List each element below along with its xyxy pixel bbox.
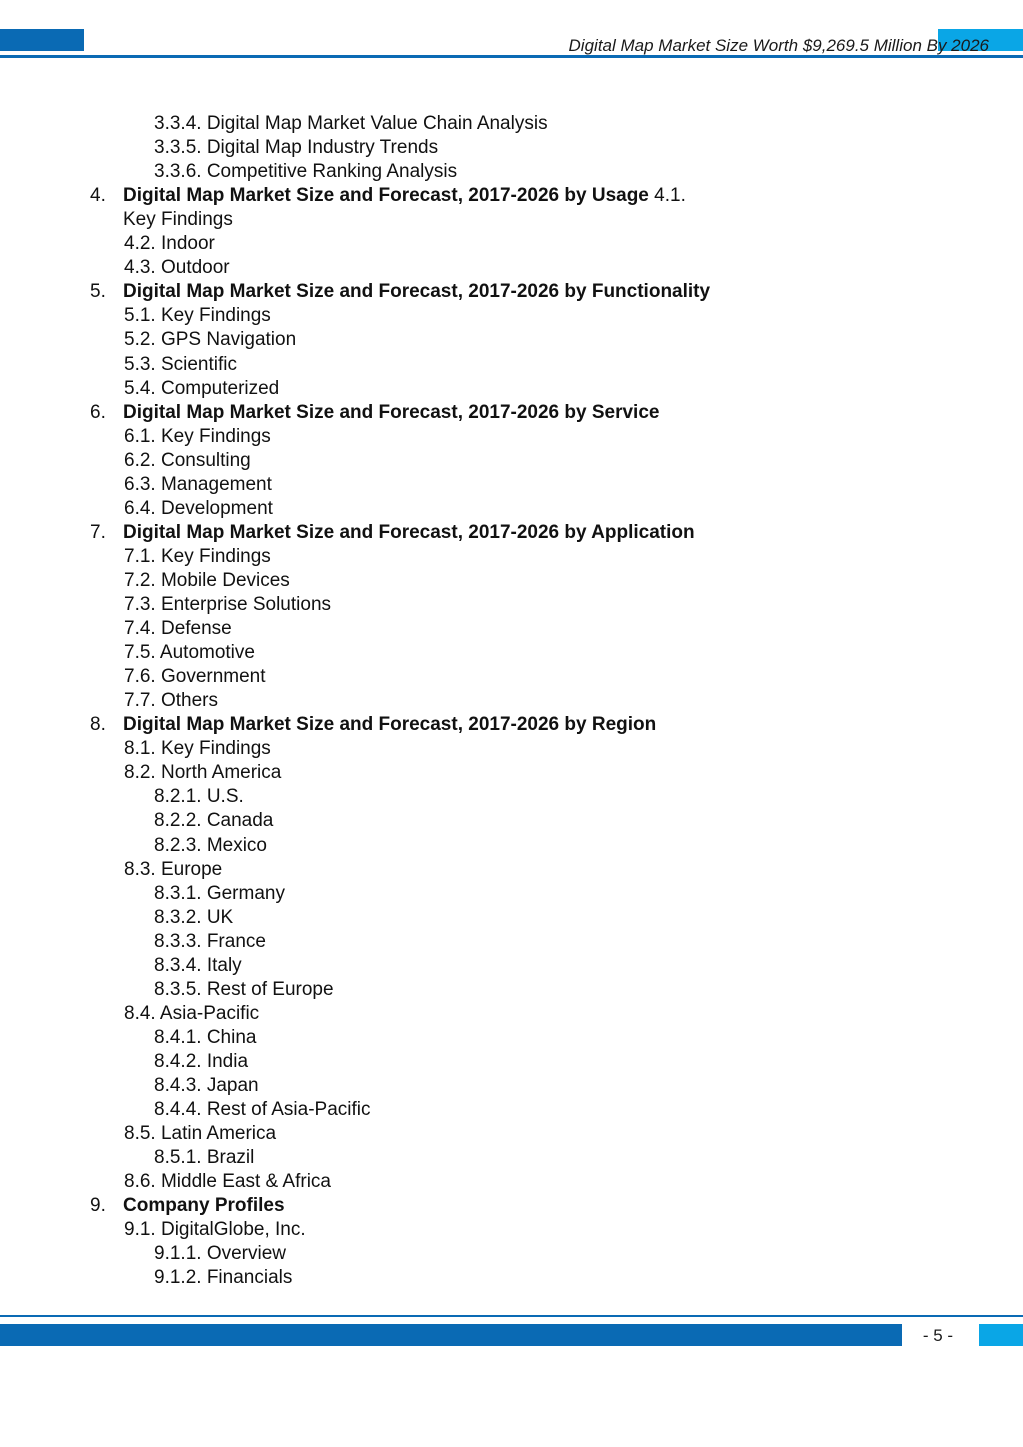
footer-rule <box>0 1315 1023 1317</box>
toc-subsection: 8.6. Middle East & Africa <box>124 1171 331 1193</box>
toc-subsection: 5.3. Scientific <box>124 353 237 375</box>
toc-section-number: 8. <box>90 714 106 736</box>
toc-section-heading <box>123 401 659 425</box>
toc-section-number: 5. <box>90 281 106 303</box>
toc-section-heading <box>123 184 686 208</box>
toc-section-number: 4. <box>90 185 106 207</box>
toc-section-heading <box>123 1194 285 1218</box>
toc-sub-subsection: 8.2.2. Canada <box>154 810 274 832</box>
toc-subsection: 4.3. Outdoor <box>124 257 230 279</box>
toc-sub-subsection: 9.1.1. Overview <box>154 1243 286 1265</box>
page-number: - 5 - <box>922 1326 954 1345</box>
toc-sub-subsection: 8.3.2. UK <box>154 906 234 928</box>
toc-section-number: 7. <box>90 521 106 543</box>
toc-subsection: 6.4. Development <box>124 497 273 519</box>
toc-subsection: 7.2. Mobile Devices <box>124 569 290 591</box>
toc-sub-subsection: 8.4.2. India <box>154 1050 249 1072</box>
toc-sub-subsection: 8.3.3. France <box>154 930 266 952</box>
toc-sub-subsection: 8.5.1. Brazil <box>154 1147 255 1169</box>
toc-subsection: 6.3. Management <box>124 473 272 495</box>
toc-section-number: 6. <box>90 401 106 423</box>
toc-sub-subsection: 8.4.3. Japan <box>154 1075 259 1096</box>
toc-section-tail: 4.1. <box>648 185 686 207</box>
toc-section-heading <box>123 713 656 737</box>
toc-sub-subsection: 8.4.1. China <box>154 1026 257 1048</box>
toc-section-title: Digital Map Market Size and Forecast, 2017-2026 by Region <box>123 714 657 736</box>
toc-sub-subsection: 3.3.6. Competitive Ranking Analysis <box>154 161 458 183</box>
toc-subsection: 7.1. Key Findings <box>124 545 271 567</box>
toc-subsection: 7.4. Defense <box>124 618 232 640</box>
toc-section-title: Digital Map Market Size and Forecast, 2017-2026 by Usage <box>123 185 649 207</box>
toc-section-title: Company Profiles <box>123 1195 285 1217</box>
toc-entry-text: Key Findings <box>123 209 233 231</box>
toc-section-title: Digital Map Market Size and Forecast, 2017-2026 by Service <box>123 401 660 423</box>
toc-subsection: 7.3. Enterprise Solutions <box>124 594 332 615</box>
toc-subsection: 8.3. Europe <box>124 858 223 880</box>
toc-subsection: 7.7. Others <box>124 690 218 712</box>
toc-subsection: 4.2. Indoor <box>124 233 215 255</box>
toc-subsection: 6.1. Key Findings <box>124 425 271 447</box>
toc-sub-subsection: 8.3.1. Germany <box>154 882 285 904</box>
toc-subsection: 8.1. Key Findings <box>124 738 271 760</box>
toc-sub-subsection: 8.3.4. Italy <box>154 954 242 976</box>
toc-subsection: 8.4. Asia-Pacific <box>124 1002 260 1024</box>
toc-subsection: 8.2. North America <box>124 762 282 784</box>
toc-subsection: 5.4. Computerized <box>124 377 280 399</box>
toc-subsection: 5.1. Key Findings <box>124 305 271 327</box>
toc-sub-subsection: 9.1.2. Financials <box>154 1267 293 1289</box>
toc-sub-subsection: 8.3.5. Rest of Europe <box>154 978 334 1000</box>
toc-section-title: Digital Map Market Size and Forecast, 2017-2026 by Application <box>123 521 695 543</box>
header-accent-left <box>0 29 84 51</box>
toc-subsection: 7.5. Automotive <box>124 642 255 664</box>
toc-subsection: 7.6. Government <box>124 666 266 688</box>
toc-section-title: Digital Map Market Size and Forecast, 2017-2026 by Functionality <box>123 281 711 303</box>
toc-sub-subsection: 8.2.1. U.S. <box>154 786 244 808</box>
toc-subsection: 8.5. Latin America <box>124 1123 277 1145</box>
toc-sub-subsection: 8.2.3. Mexico <box>154 834 267 856</box>
toc-subsection: 6.2. Consulting <box>124 449 251 471</box>
toc-section-heading <box>123 280 710 304</box>
footer-accent-right <box>979 1324 1023 1346</box>
toc-subsection: 9.1. DigitalGlobe, Inc. <box>124 1219 306 1241</box>
toc-section-heading <box>123 521 695 545</box>
toc-subsection: 5.2. GPS Navigation <box>124 329 297 351</box>
toc-sub-subsection: 3.3.4. Digital Map Market Value Chain Analysis <box>154 113 548 134</box>
toc-section-number: 9. <box>90 1195 106 1217</box>
footer-bar <box>0 1324 902 1346</box>
toc-sub-subsection: 3.3.5. Digital Map Industry Trends <box>154 137 439 159</box>
toc-sub-subsection: 8.4.4. Rest of Asia-Pacific <box>154 1099 371 1121</box>
running-header-title: Digital Map Market Size Worth $9,269.5 Million By 2026 <box>568 36 989 55</box>
